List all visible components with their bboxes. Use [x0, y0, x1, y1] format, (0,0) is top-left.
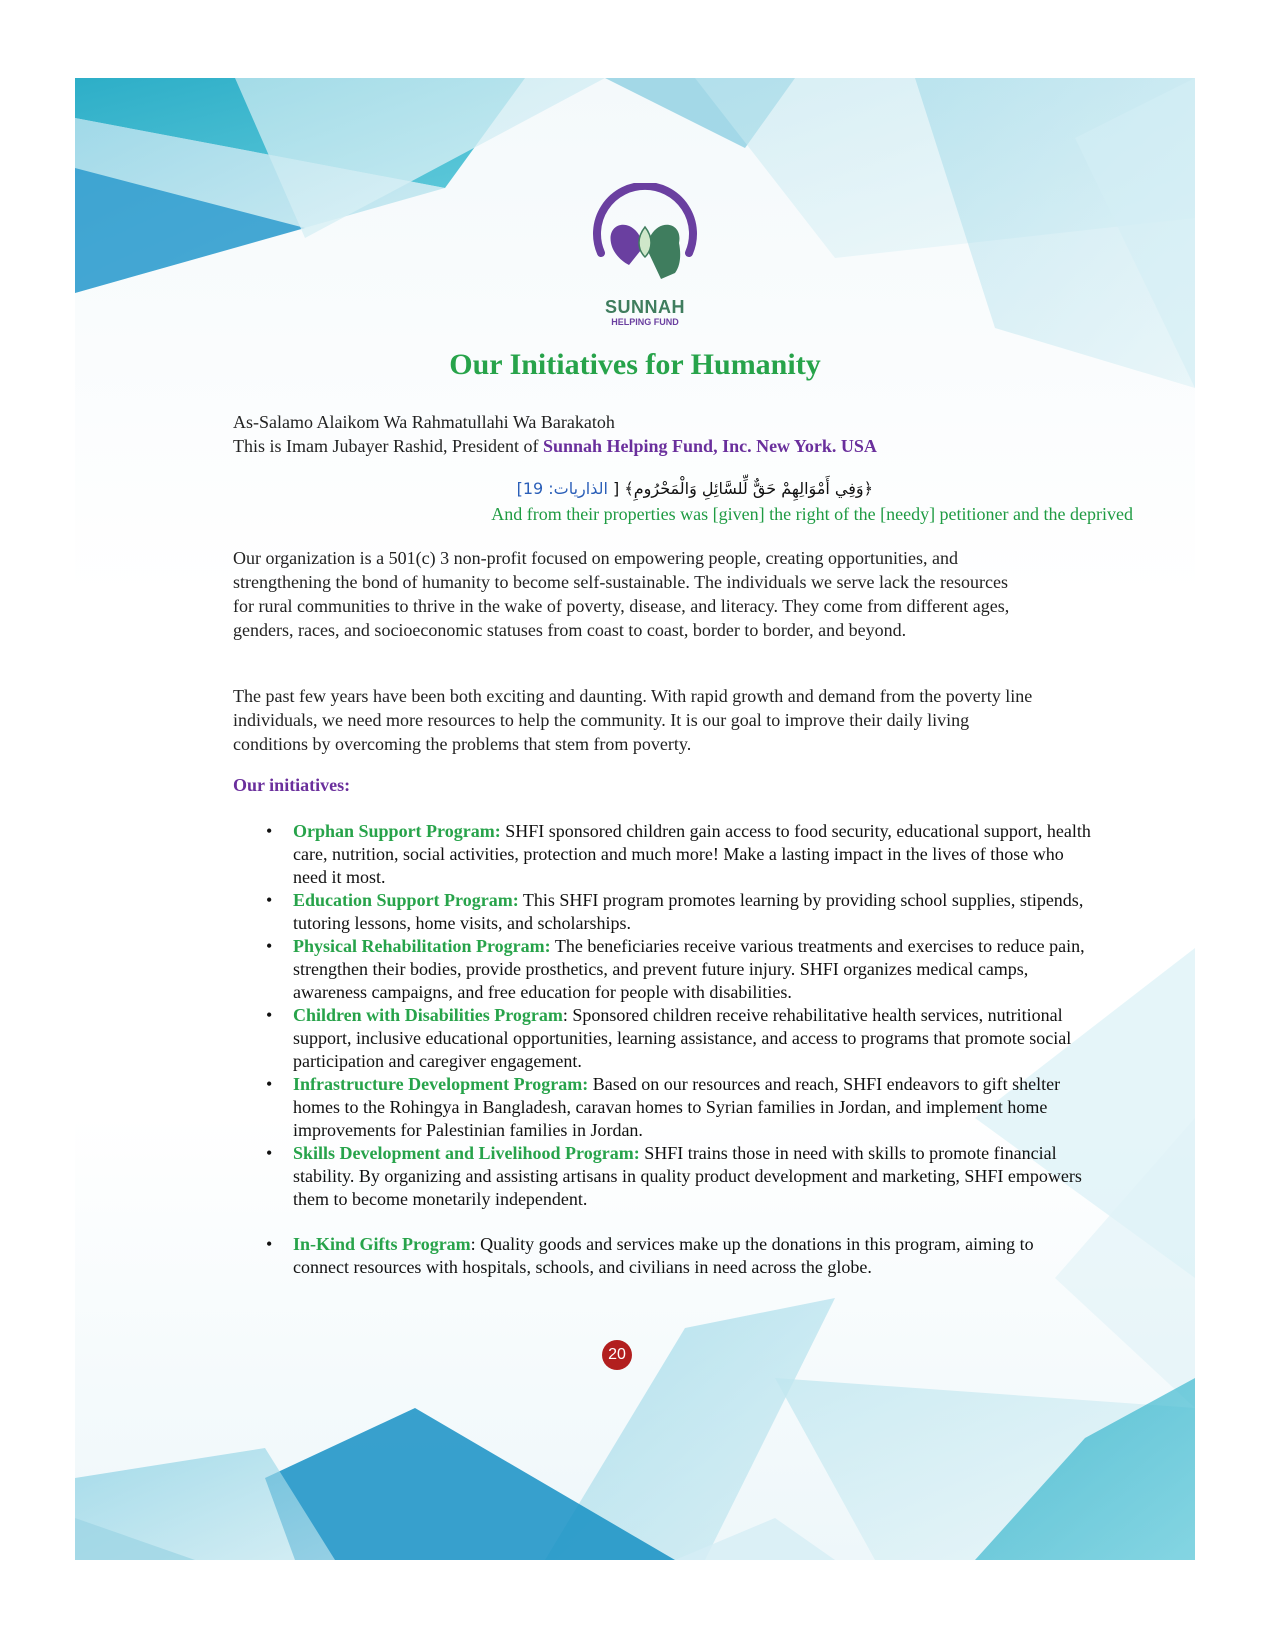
greeting-introduction: [233, 434, 1033, 458]
organization-name: Sunnah Helping Fund, Inc. New York. USA: [542, 436, 877, 456]
program-item: [293, 1142, 1093, 1211]
introduction-text: This is Imam Jubayer Rashid, President of: [233, 436, 543, 456]
program-item: [293, 1004, 1093, 1073]
programs-list: [233, 820, 1093, 1279]
quran-verse-arabic: ﴿وَفِي أَمْوَالِهِمْ حَقٌّ لِّلسَّائِلِ وَالْمَحْرُومِ﴾ [: [613, 479, 873, 498]
program-description: Based on our resources and reach, SHFI endeavors to gift shelter homes to the Rohingya in Bangladesh, caravan homes to Syrian families in Jordan, and implement home improvements for Palestinian families in Jordan.: [293, 1074, 1061, 1140]
quran-verse-reference: الذاريات: 19]: [516, 479, 608, 498]
program-name: Education Support Program:: [293, 890, 519, 910]
program-name: Infrastructure Development Program:: [293, 1074, 589, 1094]
program-item: [293, 935, 1093, 1004]
verse-translation: And from their properties was [given] the right of the [needy] petitioner and the deprived: [491, 504, 1133, 524]
greeting: [233, 410, 1033, 458]
organization-paragraph: Our organization is a 501(c) 3 non-profit focused on empowering people, creating opportunities, and strengthening the bond of humanity to become self-sustainable. The individuals we serve lack the resources for rural communities to thrive in the wake of poverty, disease, and literacy. They come from different ages, genders, races, and socioeconomic statuses from coast to coast, border to border, and beyond.: [233, 548, 1010, 640]
program-item: [293, 1073, 1093, 1142]
program-item: [293, 889, 1093, 935]
program-description: SHFI trains those in need with skills to promote financial stability. By organizing and assisting artisans in quality product development and marketing, SHFI empowers them to become monetarily independent.: [293, 1143, 1082, 1209]
program-description: : Sponsored children receive rehabilitative health services, nutritional support, inclusive educational opportunities, learning assistance, and access to programs that promote social participation and caregiver engagement.: [293, 1005, 1072, 1071]
program-description: : Quality goods and services make up the donations in this program, aiming to connect resources with hospitals, schools, and civilians in need across the globe.: [293, 1234, 1034, 1277]
quran-verse: [233, 477, 873, 501]
logo-subtitle: HELPING FUND: [611, 317, 679, 327]
logo-name: SUNNAH: [604, 297, 685, 317]
program-item: [293, 1233, 1093, 1279]
program-name: Orphan Support Program:: [293, 821, 501, 841]
heart-hands-logo-icon: [589, 183, 701, 295]
program-description: This SHFI program promotes learning by providing school supplies, stipends, tutoring lessons, home visits, and scholarships.: [293, 890, 1084, 933]
page-number-badge: 20: [602, 1340, 632, 1370]
initiatives-heading: Our initiatives:: [233, 775, 351, 795]
page-title: Our Initiatives for Humanity: [449, 348, 821, 381]
program-name: In-Kind Gifts Program: [293, 1234, 471, 1254]
program-item: [293, 820, 1093, 889]
program-name: Skills Development and Livelihood Program:: [293, 1143, 640, 1163]
program-name: Physical Rehabilitation Program:: [293, 936, 551, 956]
program-name: Children with Disabilities Program: [293, 1005, 563, 1025]
program-description: The beneficiaries receive various treatments and exercises to reduce pain, strengthen their bodies, provide prosthetics, and prevent future injury. SHFI organizes medical camps, awareness campaigns, and free education for people with disabilities.: [293, 936, 1085, 1002]
mission-paragraph: The past few years have been both exciting and daunting. With rapid growth and demand from the poverty line individuals, we need more resources to help the community. It is our goal to improve their daily living conditions by overcoming the problems that stem from poverty.: [233, 686, 1033, 754]
greeting-salutation: As-Salamo Alaikom Wa Rahmatullahi Wa Barakatoh: [233, 412, 615, 432]
program-description: SHFI sponsored children gain access to food security, educational support, health care, nutrition, social activities, protection and much more! Make a lasting impact in the lives of those who need it most.: [293, 821, 1091, 887]
sunnah-helping-fund-logo: [585, 183, 705, 343]
page-frame: [75, 78, 1195, 1560]
